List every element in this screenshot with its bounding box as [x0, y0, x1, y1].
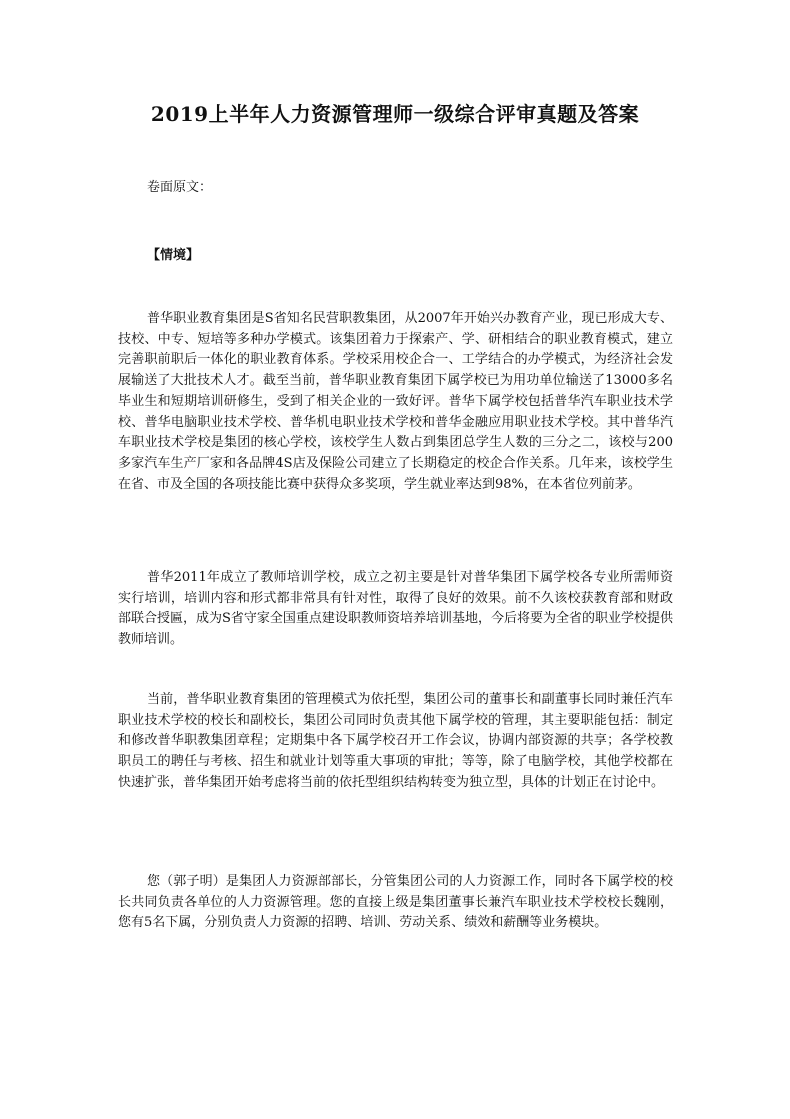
section-heading: 【情境】 [147, 248, 200, 263]
paragraph-group-overview: 普华职业教育集团是S省知名民营职教集团，从2007年开始兴办教育产业，现已形成大专、技校、中专、短培等多种办学模式。该集团着力于探索产、学、研相结合的职业教育模式，建立完善职前职后一体化的职业教育体系。学校采用校企合一、工学结合的办学模式，为经济社会发展输送了大批技术人才。截至当前，普华职业教育集团下属学校已为用功单位输送了13000多名毕业生和短期培训研修生，受到了相关企业的一致好评。普华下属学校包括普华汽车职业技术学校、普华电脑职业技术学校、普华机电职业技术学校和普华金融应用职业技术学校。其中普华汽车职业技术学校是集团的核心学校，该校学生人数占到集团总学生人数的三分之二，该校与200多家汽车生产厂家和各品牌4S店及保险公司建立了长期稳定的校企合作关系。几年来，该校学生在省、市及全国的各项技能比赛中获得众多奖项，学生就业率达到98%，在本省位列前茅。 [118, 311, 673, 492]
paragraph-teacher-training: 普华2011年成立了教师培训学校，成立之初主要是针对普华集团下属学校各专业所需师资实行培训，培训内容和形式都非常具有针对性，取得了良好的效果。前不久该校获教育部和财政部联合授匾，成为S省守家全国重点建设职教师资培养培训基地，今后将要为全省的职业学校提供教师培训。 [118, 570, 673, 648]
paragraph-your-role: 您（郭子明）是集团人力资源部部长，分管集团公司的人力资源工作，同时各下属学校的校长共同负责各单位的人力资源管理。您的直接上级是集团董事长兼汽车职业技术学校校长魏刚，您有5名下属，分别负责人力资源的招聘、培训、劳动关系、绩效和薪酬等业务模块。 [118, 874, 673, 931]
intro-label: 卷面原文： [147, 180, 213, 195]
paragraph-management-model: 当前，普华职业教育集团的管理模式为依托型，集团公司的董事长和副董事长同时兼任汽车职业技术学校的校长和副校长，集团公司同时负责其他下属学校的管理，其主要职能包括：制定和修改普华职教集团章程；定期集中各下属学校召开工作会议，协调内部资源的共享；各学校教职员工的聘任与考核、招生和就业计划等重大事项的审批；等等，除了电脑学校，其他学校都在快速扩张，普华集团开始考虑将当前的依托型组织结构转变为独立型，具体的计划正在讨论中。 [118, 692, 673, 790]
document-title: 2019上半年人力资源管理师一级综合评审真题及答案 [150, 102, 640, 126]
